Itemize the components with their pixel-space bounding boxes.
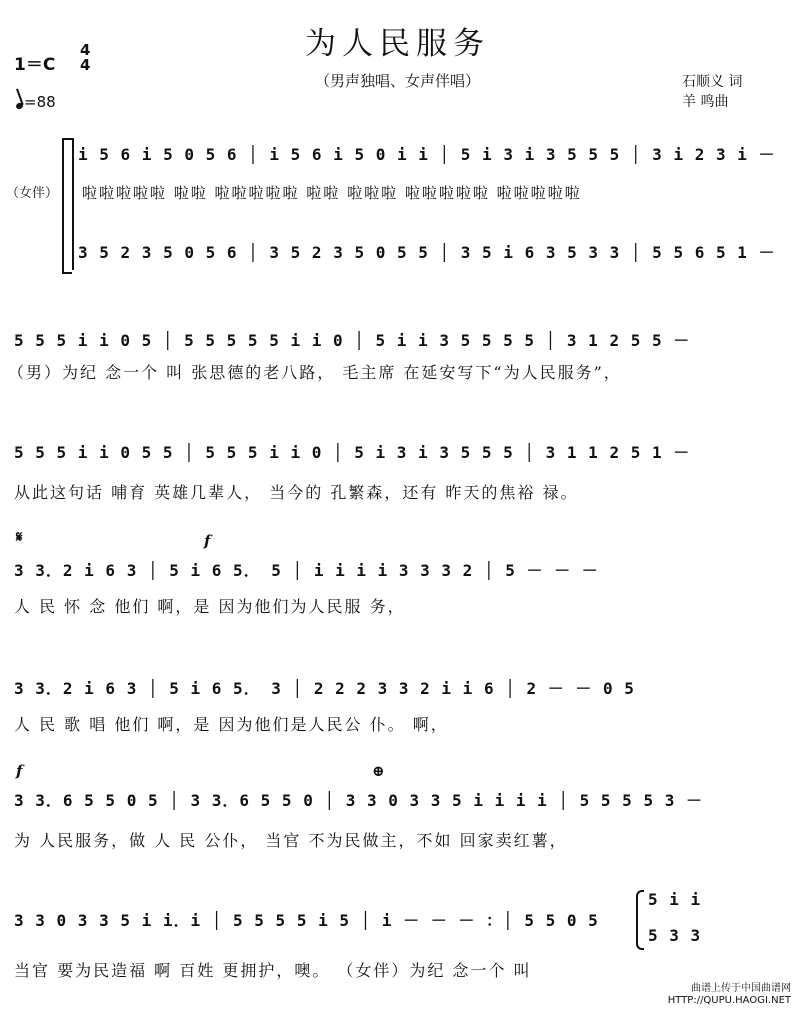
segno-mark: 𝄋: [16, 528, 23, 546]
line-notes: 3 3 0 3 3 5 i i．i │ 5 5 5 5 i 5 │ i － － － ：│ 5 5 0 5: [14, 911, 599, 930]
credits: [682, 72, 742, 112]
forte-mark: f: [204, 532, 211, 550]
system-barline: [72, 138, 74, 270]
chord-bottom-notes: 5 3 3: [648, 926, 702, 945]
time-signature-top: 4: [80, 41, 91, 59]
system-brace: [62, 138, 72, 274]
watermark-line-1: 曲谱上传于中国曲谱网: [691, 983, 791, 994]
line-lyrics: 当官 要为民造福 啊 百姓 更拥护，噢。 （女伴）为纪 念一个 叫: [14, 961, 532, 980]
part-label: （女伴）: [6, 186, 59, 201]
lyricist: 石顺义 词: [682, 74, 743, 90]
tempo-value: =88: [24, 93, 56, 111]
coda-mark: ⊕: [372, 762, 385, 780]
score-line-5: [0, 660, 795, 740]
score-line-4: [0, 528, 795, 618]
line-lyrics: 人 民 怀 念 他们 啊，是 因为他们为人民服 务，: [14, 597, 406, 616]
line-notes: 5 5 5 i i 0 5 5 │ 5 5 5 i i 0 │ 5 i 3 i 3 5 5 5 │ 3 1 1 2 5 1 －: [14, 443, 691, 462]
score-line-7: [0, 888, 795, 988]
tempo-marking: [16, 93, 56, 111]
upper-voice-notes: i 5 6 i 5 0 5 6 │ i 5 6 i 5 0 i i │ 5 i 3 i 3 5 5 5 │ 3 i 2 3 i －: [78, 145, 776, 164]
song-title: 为人民服务: [305, 26, 490, 62]
key-signature: 1＝C: [14, 55, 56, 75]
line-lyrics: （男）为纪 念一个 叫 张思德的老八路， 毛主席 在延安写下“为人民服务”，: [8, 363, 622, 382]
site-watermark: [668, 983, 791, 1007]
upper-voice-lyrics: 啦啦啦啦啦 啦啦 啦啦啦啦啦 啦啦 啦啦啦 啦啦啦啦啦 啦啦啦啦啦: [82, 184, 582, 202]
time-signature-bottom: 4: [80, 56, 91, 74]
forte-mark: f: [16, 762, 23, 780]
score-line-6: [0, 762, 795, 852]
line-lyrics: 为 人民服务，做 人 民 公仆， 当官 不为民做主，不如 回家卖红薯，: [14, 831, 568, 850]
time-signature: [80, 43, 90, 73]
line-lyrics: 从此这句话 哺育 英雄几辈人， 当今的 孔繁森，还有 昨天的焦裕 禄。: [14, 483, 579, 502]
score-line-3: [0, 430, 795, 500]
song-subtitle: （男声独唱、女声伴唱）: [314, 72, 480, 90]
chord-top-notes: 5 i i: [648, 890, 702, 909]
quarter-note-icon: [15, 102, 24, 110]
watermark-line-2: HTTP://QUPU.HAOGI.NET: [667, 995, 791, 1006]
composer: 羊 鸣曲: [682, 94, 729, 110]
lower-voice-notes: 3 5 2 3 5 0 5 6 │ 3 5 2 3 5 0 5 5 │ 3 5 i 6 3 5 3 3 │ 5 5 6 5 1 －: [78, 243, 776, 262]
line-notes: 5 5 5 i i 0 5 │ 5 5 5 5 5 i i 0 │ 5 i i 3 5 5 5 5 │ 3 1 2 5 5 －: [14, 331, 691, 350]
score-line-2: [0, 318, 795, 388]
line-lyrics: 人 民 歌 唱 他们 啊，是 因为他们是人民公 仆。 啊，: [14, 715, 449, 734]
line-notes: 3 3．6 5 5 0 5 │ 3 3．6 5 5 0 │ 3 3 0 3 3 5 i i i i │ 5 5 5 5 3 －: [14, 791, 703, 810]
system-1: [0, 130, 795, 280]
line-notes: 3 3．2 i 6 3 │ 5 i 6 5． 5 │ i i i i 3 3 3 2 │ 5 － － －: [14, 561, 599, 580]
chord-brace: [636, 890, 644, 950]
line-notes: 3 3．2 i 6 3 │ 5 i 6 5． 3 │ 2 2 2 3 3 2 i i 6 │ 2 － － 0 5: [14, 679, 635, 698]
